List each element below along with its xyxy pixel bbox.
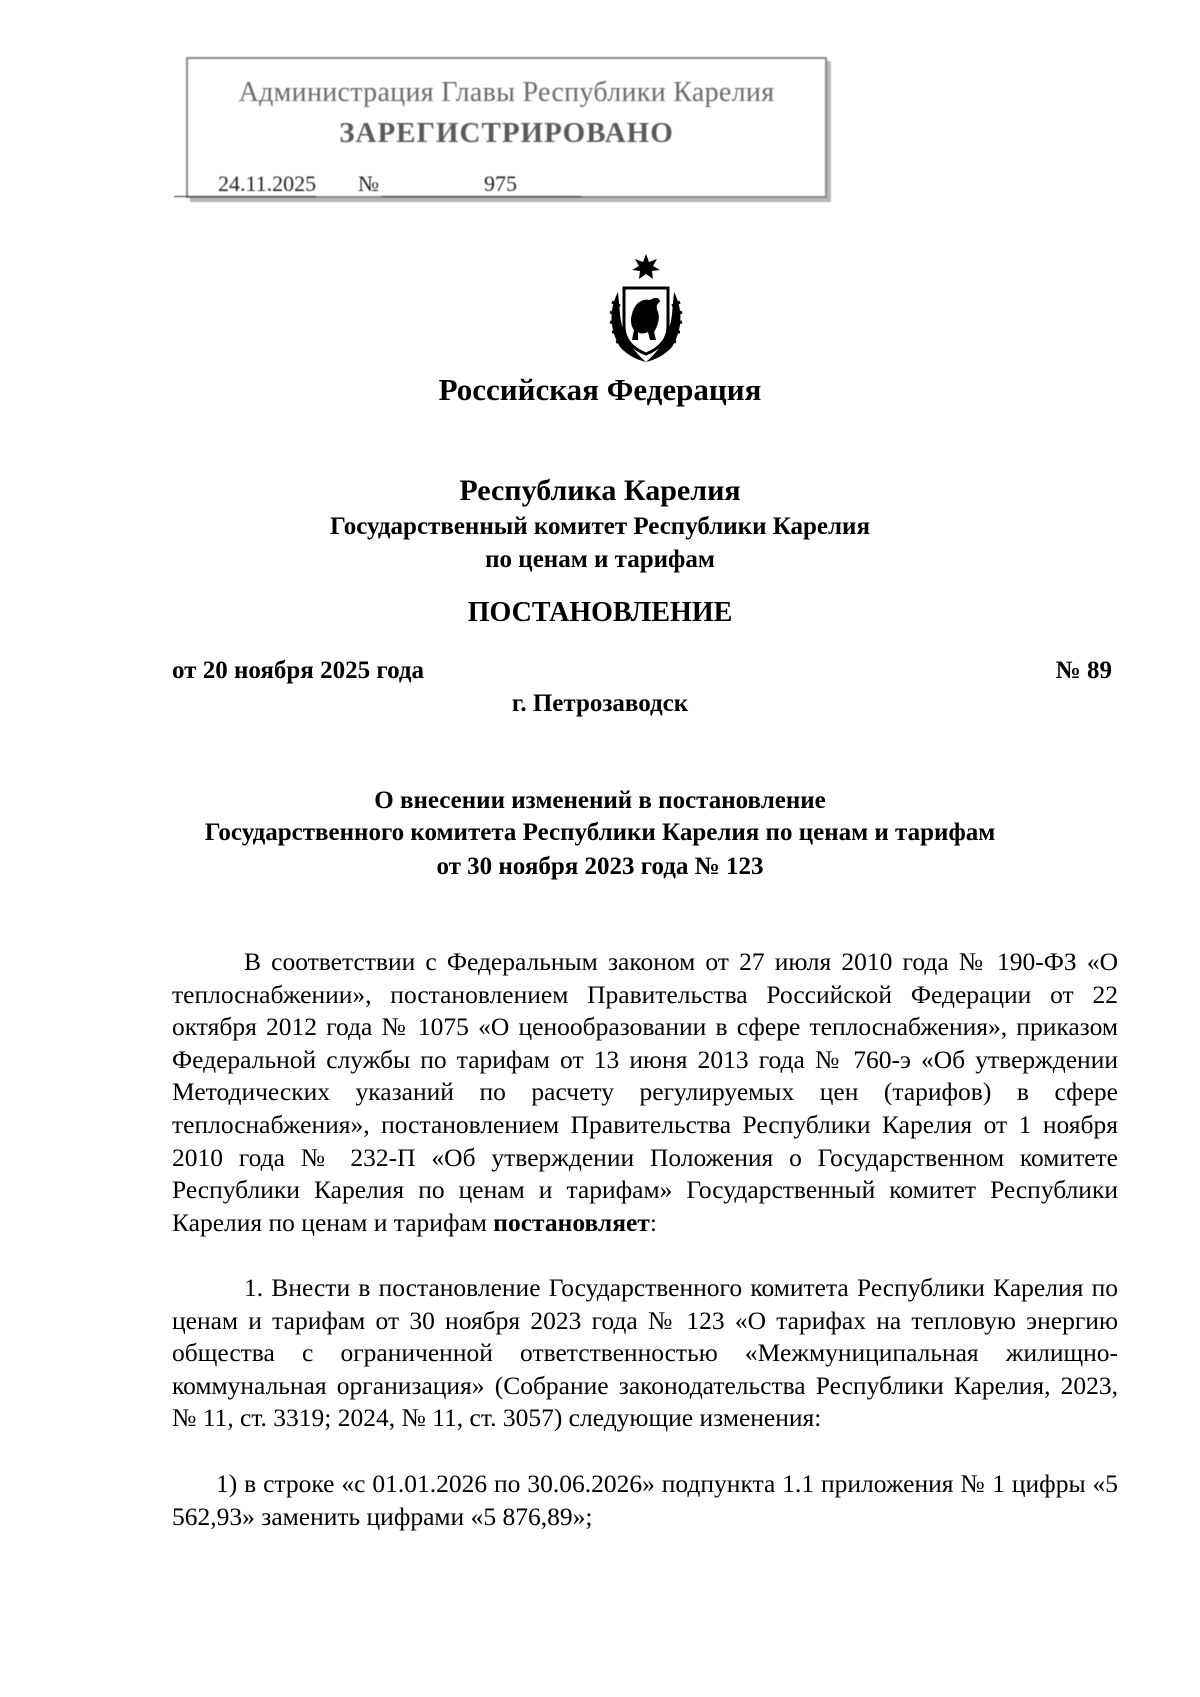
document-title-line1: О внесении изменений в постановление — [374, 787, 826, 814]
document-number: № 89 — [1055, 657, 1112, 684]
item-1-text: 1. Внести в постановление Государственного комитета Республики Карелия по ценам и тарифам от 30 ноября 2023 года № 123 «О тарифах на тепловую энергию общества с ограниченной ответственностью «Межмуниципальная жилищно-коммунальная организация» (Собрание законодательства Республики Карелия, 2023, № 11, ст. 3319; 2024, № 11, ст. 3057) следующие изменения: — [172, 1273, 1118, 1433]
document-title-line2: Государственного комитета Республики Карелия по ценам и тарифам — [204, 819, 996, 846]
preamble-verb: постановляет — [493, 1207, 650, 1237]
stamp-date: 24.11.2025 — [218, 171, 317, 196]
country-heading: Российская Федерация — [438, 372, 762, 407]
preamble-paragraph — [172, 946, 1118, 1239]
stamp-number: 975 — [484, 171, 517, 196]
stamp-date-underline — [174, 196, 316, 197]
committee-heading-line1: Государственный комитет Республики Карелия — [330, 513, 870, 540]
preamble-text: В соответствии с Федеральным законом от 27 июля 2010 года № 190-ФЗ «О теплоснабжении», постановлением Правительства Российской Федерации от 22 октября 2012 года № 1075 «О ценообразовании в сфере теплоснабжения», приказом Федеральной службы по тарифам от 13 июня 2013 года № 760-э «Об утверждении Методических указаний по расчету регулируемых цен (тарифов) в сфере теплоснабжения», постановлением Правительства Республики Карелия от 1 ноября 2010 года № 232-П «Об утверждении Положения о Государственном комитете Республики Карелия по ценам и тарифам» Государственный комитет Республики Карелия по ценам и тарифам — [172, 947, 1118, 1237]
preamble-colon: : — [649, 1207, 657, 1237]
subitem-1-paragraph — [172, 1468, 1118, 1533]
document-type: ПОСТАНОВЛЕНИЕ — [467, 597, 733, 628]
karelia-coat-of-arms-icon — [598, 252, 694, 364]
document-title-line3: от 30 ноября 2023 года № 123 — [436, 853, 764, 880]
subitem-1-text: 1) в строке «с 01.01.2026 по 30.06.2026» подпункта 1.1 приложения № 1 цифры «5 562,93» заменить цифрами «5 876,89»; — [172, 1469, 1118, 1531]
stamp-number-underline — [382, 196, 582, 197]
committee-heading-line2: по ценам и тарифам — [485, 546, 715, 573]
stamp-organization: Администрация Главы Республики Карелия — [238, 77, 775, 108]
stamp-number-sign: № — [358, 171, 379, 196]
document-city: г. Петрозаводск — [511, 690, 689, 717]
stamp-status: ЗАРЕГИСТРИРОВАНО — [339, 117, 674, 149]
republic-heading: Республика Карелия — [459, 474, 741, 507]
document-date: от 20 ноября 2025 года — [172, 657, 424, 684]
item-1-paragraph — [172, 1272, 1118, 1435]
registration-stamp — [186, 57, 827, 198]
